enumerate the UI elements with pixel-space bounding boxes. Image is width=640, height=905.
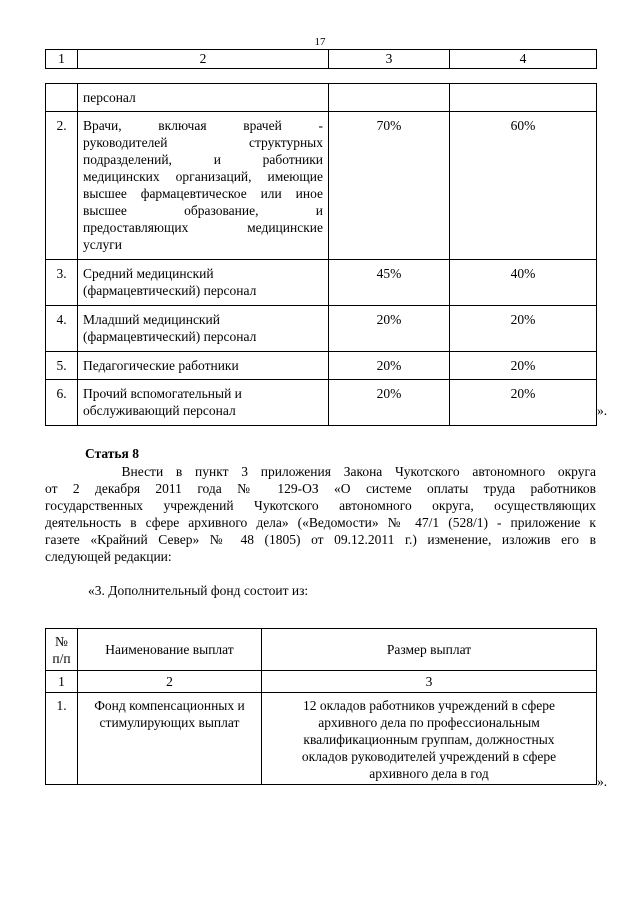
row-col3: 20%: [329, 306, 450, 352]
index-cell: 1: [46, 671, 78, 693]
table-index-row: [46, 671, 597, 693]
article-paragraph: Внести в пункт 3 приложения Закона Чукотского автономного округа от 2 декабря 2011 года № 129-ОЗ «О системе оплаты труда работников государственных учреждений Чукотского автономного округа, осуществляющих деятельность в сфере архивного дела» («Ведомости» № 47/1 (528/1) - приложение к газете «Крайний Север» № 48 (1805) от 09.12.2011 г.) изменение, изложив его в следующей редакции:: [45, 464, 596, 564]
row-col4: 60%: [450, 112, 597, 260]
index-cell: 3: [329, 50, 450, 69]
table2: [45, 628, 597, 785]
row-number: [46, 84, 78, 112]
table-row: [46, 84, 597, 112]
row-col3: 45%: [329, 260, 450, 306]
table-row: [46, 352, 597, 380]
row-col3: 70%: [329, 112, 450, 260]
row-col3: [329, 84, 450, 112]
table-row: [46, 260, 597, 306]
index-cell: 3: [262, 671, 597, 693]
index-cell: 2: [78, 671, 262, 693]
row-col4: 20%: [450, 352, 597, 380]
row-col4: 40%: [450, 260, 597, 306]
row-col4: 20%: [450, 306, 597, 352]
table-row: [46, 693, 597, 785]
row-col3: 20%: [329, 352, 450, 380]
index-cell: 1: [46, 50, 78, 69]
row-col3: 20%: [329, 380, 450, 426]
row-name: Врачи, включая врачей - руководителей структурных подразделений, и работники медицинских организаций, имеющие высшее фармацевтическое или иное высшее образование, и предоставляющих медицинские услуги: [78, 112, 329, 260]
index-cell: 4: [450, 50, 597, 69]
row-name: Младший медицинский (фармацевтический) персонал: [78, 306, 329, 352]
row-number: 3.: [46, 260, 78, 306]
row-name: Педагогические работники: [78, 352, 329, 380]
row-size: 12 окладов работников учреждений в сфере архивного дела по профессиональным квалификационным группам, должностных окладов руководителей учреждений в сфере архивного дела в год: [262, 693, 597, 785]
row-col4: [450, 84, 597, 112]
header-num: № п/п: [46, 629, 78, 671]
table-row: [46, 306, 597, 352]
row-number: 6.: [46, 380, 78, 426]
table1-index-row: [46, 50, 597, 69]
closing-quote: ».: [597, 774, 608, 789]
page-number: 17: [314, 36, 326, 48]
table1: [45, 83, 597, 426]
row-name: Средний медицинский (фармацевтический) персонал: [78, 260, 329, 306]
table-row: [46, 112, 597, 260]
closing-quote: ».: [597, 403, 608, 418]
header-size: Размер выплат: [262, 629, 597, 671]
article-title: Статья 8: [85, 446, 139, 461]
row-number: 5.: [46, 352, 78, 380]
row-name: Фонд компенсационных и стимулирующих выплат: [78, 693, 262, 785]
row-number: 1.: [46, 693, 78, 785]
row-name: Прочий вспомогательный и обслуживающий персонал: [78, 380, 329, 426]
subsection-heading: «3. Дополнительный фонд состоит из:: [88, 583, 309, 598]
table-row: [46, 380, 597, 426]
table-header-row: [46, 629, 597, 671]
header-name: Наименование выплат: [78, 629, 262, 671]
index-cell: 2: [78, 50, 329, 69]
row-col4: 20%: [450, 380, 597, 426]
row-name: персонал: [78, 84, 329, 112]
row-number: 2.: [46, 112, 78, 260]
table1-header: [45, 49, 597, 69]
row-number: 4.: [46, 306, 78, 352]
